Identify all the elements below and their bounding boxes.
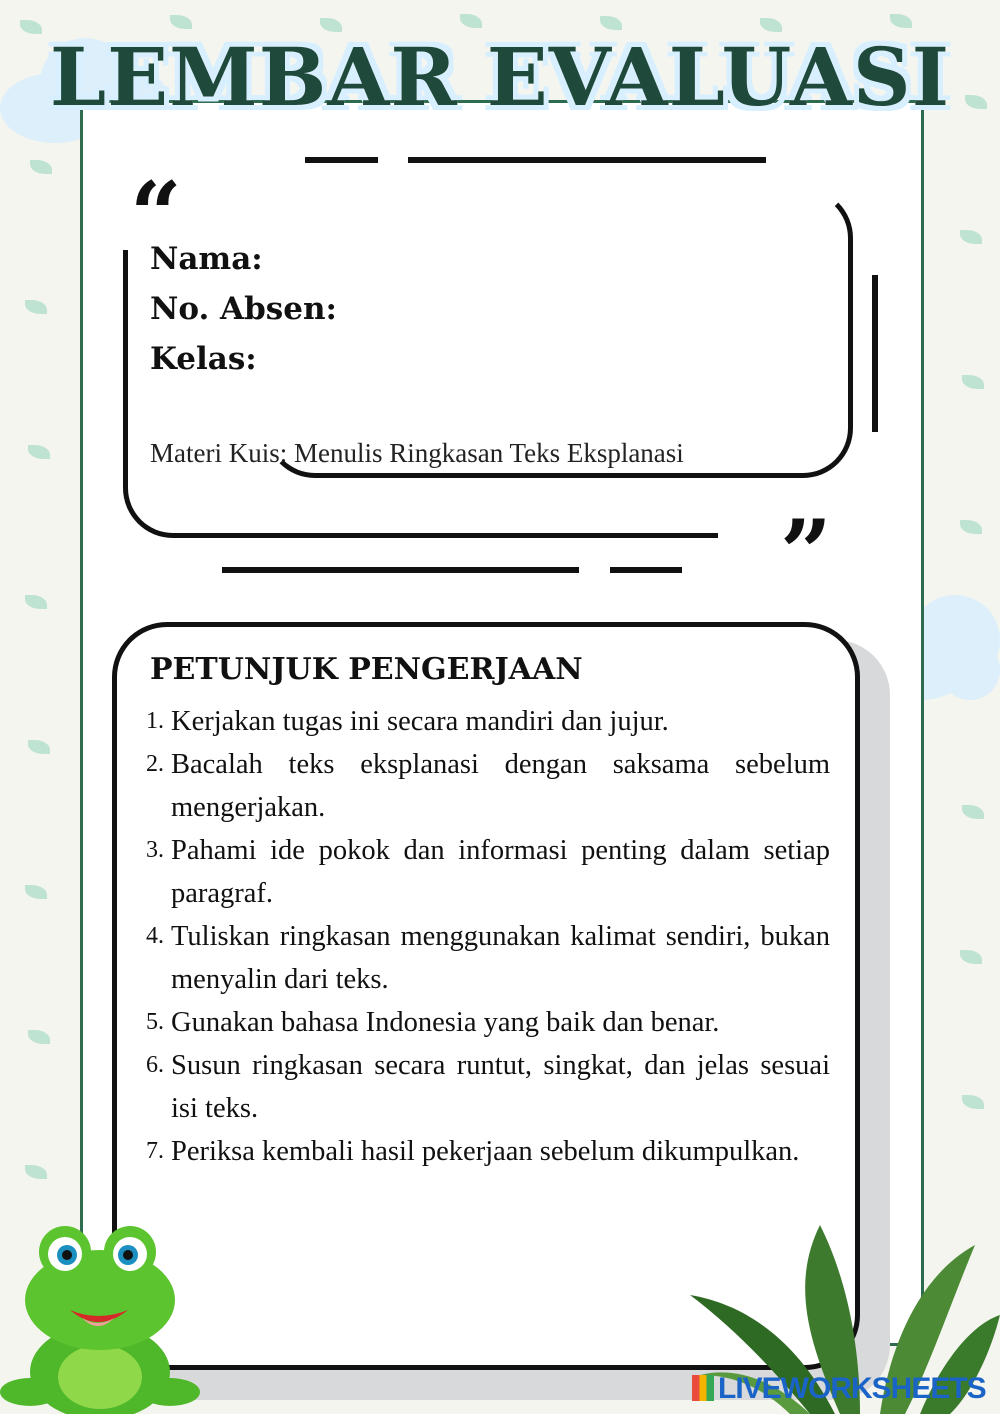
instructions-list [146,700,830,1173]
class-label: Kelas: [150,341,257,377]
list-item: 3. Pahami ide pokok dan informasi penting dalam setiap paragraf. [146,835,830,909]
liveworksheets-logo-icon [692,1375,714,1401]
decor-bar [872,275,878,432]
list-item: 1. Kerjakan tugas ini secara mandiri dan jujur. [146,706,669,737]
frog-illustration [0,1222,200,1414]
decor-bar [222,567,579,573]
list-item: 6. Susun ringkasan secara runtut, singkat, dan jelas sesuai isi teks. [146,1050,830,1124]
quiz-topic: Materi Kuis: Menulis Ringkasan Teks Eksplanasi [150,438,684,468]
list-item: 4. Tuliskan ringkasan menggunakan kalimat sendiri, bukan menyalin dari teks. [146,921,830,995]
decor-bar [610,567,682,573]
close-quote-icon: ” [780,500,832,606]
list-item: 5. Gunakan bahasa Indonesia yang baik dan benar. [146,1007,720,1038]
open-quote-icon: “ [130,162,182,268]
instructions-title: PETUNJUK PENGERJAAN [150,652,583,687]
name-label: Nama: [150,241,263,277]
absen-label: No. Absen: [150,291,337,327]
list-item: 2. Bacalah teks eksplanasi dengan saksama sebelum mengerjakan. [146,749,830,823]
decor-bar [408,157,766,163]
decor-bar [305,157,378,163]
liveworksheets-watermark: LIVEWORKSHEETS [692,1372,986,1406]
page-title: LEMBAR EVALUASI [49,30,951,124]
list-item: 7. Periksa kembali hasil pekerjaan sebelum dikumpulkan. [146,1136,800,1167]
